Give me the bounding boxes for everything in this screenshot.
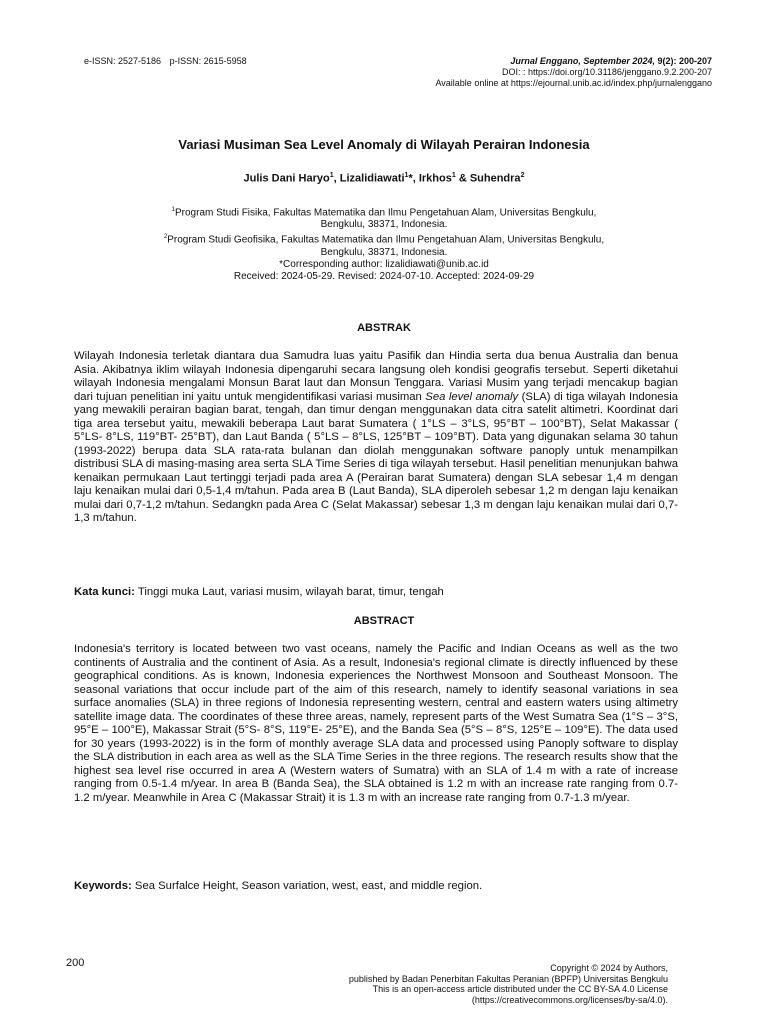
- affiliation-1-address: Bengkulu, 38371, Indonesia.: [320, 219, 448, 231]
- pissn: p-ISSN: 2615-5958: [169, 56, 247, 66]
- author-list: Julis Dani Haryo$^1$, Lizalidiawati$^1$*, Irkhos$^1$ & Suhendra$^2$: [243, 172, 525, 185]
- affiliation-1: $^1$Program Studi Fisika, Fakultas Matematika dan Ilmu Pengetahuan Alam, Universitas Bengkulu,: [171, 207, 597, 219]
- affiliations: [0, 204, 768, 283]
- article-dates: Received: 2024-05-29. Revised: 2024-07-10. Accepted: 2024-09-29: [233, 270, 535, 282]
- page-number: 200: [66, 957, 85, 969]
- doi-link[interactable]: DOI: : https://doi.org/10.31186/jenggano.9.2.200-207: [502, 67, 712, 77]
- affiliation-2-address: Bengkulu, 38371, Indonesia.: [320, 246, 448, 258]
- available-online-link[interactable]: Available online at https://ejournal.unib.ac.id/index.php/jurnalenggano: [435, 78, 712, 88]
- keywords: Keywords: Sea Surfalce Height, Season variation, west, east, and middle region.: [74, 880, 483, 892]
- license-link[interactable]: (https://creativecommons.org/licenses/by-sa/4.0).: [471, 994, 668, 1005]
- abstract-text: Indonesia's territory is located between two vast oceans, namely the Pacific and Indian Oceans as well as the two continents of Australia and the continent of Asia. As a result, Indonesia's regional climate is directly influenced by these geographical conditions. As is known, Indonesia experiences the Northwest Monsoon and Southeast Monsoon. The seasonal variations that occur include part of the aim of this research, namely to identify seasonal variations in sea surface anomalies (SLA) in three regions of Indonesia representing western, central and eastern waters using altimetry satellite image data. The coordinates of these three areas, namely, represent parts of the West Sumatra Sea (1°S – 3°S, 95°E – 100°E), Makassar Strait (5°S- 8°S, 119°E- 25°E), and the Banda Sea (5°S – 8°S, 125°E – 109°E). The data used for 30 years (1993-2022) is in the form of monthly average SLA data and processed using Panoply software to display the SLA distribution in each area as well as the SLA Time Series in the three regions. The research results show that the highest sea level rise occurred in area A (Western waters of Sumatra) with an SLA of 1.4 m with a rate of increase ranging from 0.5-1.4 m/year. In area B (Banda Sea), the SLA obtained is 1.2 m with an increase rate ranging from 0.7-1.2 m/year. Meanwhile in Area C (Makassar Strait) it is 1.3 m with an increase rate ranging from 0.7-1.3 m/year.: [74, 643, 678, 804]
- issn-line: [84, 56, 253, 66]
- corresponding-author: *Corresponding author: lizalidiawati@unib.ac.id: [279, 258, 489, 270]
- journal-header: [435, 56, 712, 89]
- copyright-notice: Copyright © 2024 by Authors, published by Badan Penerbitan Fakultas Peranian (BPFP) Universitas Bengkulu This is an open-access article distributed under the CC BY-SA 4.0 License (https://creativecommons.org/licenses/by-sa/4.0).: [348, 963, 668, 1005]
- article-title: Variasi Musiman Sea Level Anomaly di Wilayah Perairan Indonesia: [178, 137, 590, 152]
- abstrak-text: Wilayah Indonesia terletak diantara dua Samudra luas yaitu Pasifik dan Hindia serta dua benua Australia dan benua Asia. Akibatnya iklim wilayah Indonesia dipengaruhi secara langsung oleh kondisi geografis tersebut. Seperti diketahui wilayah Indonesia mengalami Monsun Barat laut dan Monsun Tenggara. Variasi Musim yang terjadi mencakup bagian dari tujuan penelitian ini yaitu untuk mengidentifikasi variasi musiman Sea level anomaly (SLA) di tiga wilayah Indonesia yang mewakili perairan bagian barat, tengah, dan timur dengan menggunakan data citra satelit altimetri. Koordinat dari tiga area tersebut yaitu, mewakili beberapa Laut barat Sumatera ( 1°LS – 3°LS, 95°BT – 100°BT), Selat Makassar ( 5°LS- 8°LS, 119°BT- 25°BT), dan Laut Banda ( 5°LS – 8°LS, 125°BT – 109°BT). Data yang digunakan selama 30 tahun (1993-2022) berupa data SLA rata-rata bulanan dan diolah menggunakan software panoply untuk menampilkan distribusi SLA di masing-masing area serta SLA Time Series di tiga wilayah tersebut. Hasil penelitian menunjukan bahwa kenaikan permukaan Laut tertinggi terjadi pada area A (Perairan barat Sumatera) dengan SLA sebesar 1,4 m dengan laju kenaikan mulai dari 0,5-1,4 m/tahun. Pada area B (Laut Banda), SLA diperoleh sebesar 1,2 m dengan laju kenaikan mulai dari 0,7-1,2 m/tahun. Sedangkn pada Area C (Selat Makassar) sebesar 1,3 m dengan laju kenaikan mulai dari 0,7-1,3 m/tahun.: [74, 350, 679, 524]
- affiliation-2: $^2$Program Studi Geofisika, Fakultas Matematika dan Ilmu Pengetahuan Alam, Universitas Bengkulu,: [163, 234, 605, 246]
- journal-citation: Jurnal Enggano, September 2024, 9(2): 200-207: [510, 56, 712, 66]
- eissn: e-ISSN: 2527-5186: [84, 56, 162, 66]
- abstract-heading: ABSTRACT: [353, 615, 415, 627]
- kata-kunci: Kata kunci: Tinggi muka Laut, variasi musim, wilayah barat, timur, tengah: [74, 586, 444, 598]
- abstrak-heading: ABSTRAK: [357, 322, 411, 334]
